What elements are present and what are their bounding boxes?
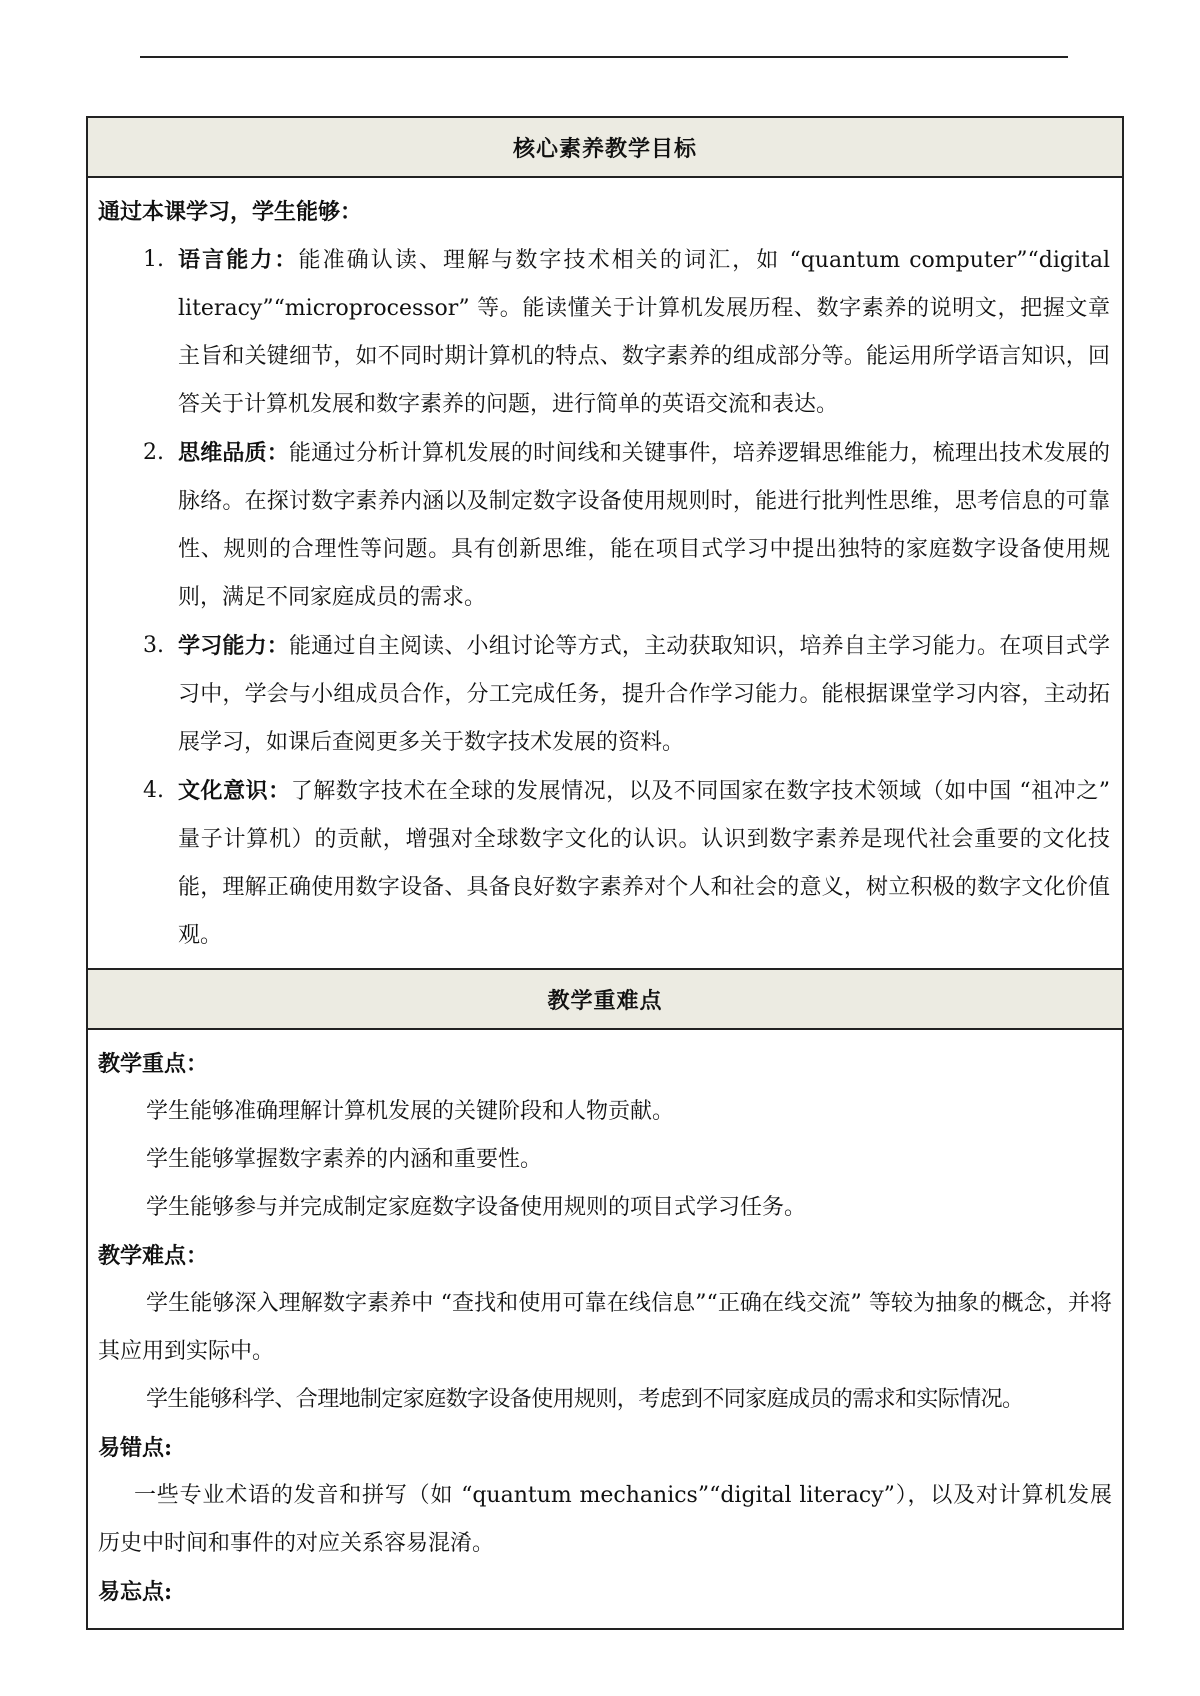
objective-list (98, 236, 1112, 960)
core-goals-intro: 通过本课学习，学生能够： (98, 199, 363, 225)
objective-label: 学习能力： (178, 633, 289, 659)
objective-item (98, 236, 1112, 429)
focus-item: 学生能够掌握数字素养的内涵和重要性。 (146, 1147, 543, 1172)
objective-label: 思维品质： (178, 440, 289, 466)
focus-item: 学生能够参与并完成制定家庭数字设备使用规则的项目式学习任务。 (146, 1195, 807, 1220)
core-goals-body (88, 178, 1122, 970)
focus-title: 教学重点： (98, 1051, 209, 1077)
difficulty-title: 教学难点： (98, 1243, 209, 1269)
objective-description: 能准确认读、理解与数字技术相关的词汇，如 “quantum computer”“digital literacy”“microprocessor” 等。能读懂关于计算机发展历程、数字素养的说明文，把握文章主旨和关键细节，如不同时期计算机的特点、数字素养的组成部分等。能运用所学语言知识，回答关于计算机发展和数字素养的问题，进行简单的英语交流和表达。 (178, 248, 1110, 417)
difficulty-item: 学生能够科学、合理地制定家庭数字设备使用规则，考虑到不同家庭成员的需求和实际情况。 (146, 1387, 1024, 1412)
error-prone-title: 易错点: (98, 1435, 173, 1461)
objective-label: 文化意识： (178, 778, 291, 804)
objective-item (98, 429, 1112, 622)
objective-number: 2. (143, 440, 164, 465)
objective-label: 语言能力： (178, 247, 299, 273)
objective-text (178, 429, 1112, 622)
objective-description: 能通过分析计算机发展的时间线和关键事件，培养逻辑思维能力，梳理出技术发展的脉络。在探讨数字素养内涵以及制定数字设备使用规则时，能进行批判性思维，思考信息的可靠性、规则的合理性等问题。具有创新思维，能在项目式学习中提出独特的家庭数字设备使用规则，满足不同家庭成员的需求。 (178, 441, 1110, 610)
objective-number: 1. (143, 247, 164, 272)
lesson-plan-table (86, 116, 1124, 1630)
objective-description: 能通过自主阅读、小组讨论等方式，主动获取知识，培养自主学习能力。在项目式学习中，学会与小组成员合作，分工完成任务，提升合作学习能力。能根据课堂学习内容，主动拓展学习，如课后查阅更多关于数字技术发展的资料。 (178, 634, 1110, 755)
objective-item (98, 767, 1112, 960)
objective-item (98, 622, 1112, 767)
key-points-body (88, 1030, 1122, 1628)
core-goals-header: 核心素养教学目标 (88, 118, 1122, 178)
header-rule (140, 56, 1068, 58)
objective-text (178, 236, 1112, 429)
easy-forget-title: 易忘点: (98, 1579, 173, 1605)
objective-number: 4. (143, 778, 164, 803)
focus-item: 学生能够准确理解计算机发展的关键阶段和人物贡献。 (146, 1099, 675, 1124)
objective-text (178, 622, 1112, 767)
objective-number: 3. (143, 633, 164, 658)
difficulty-item: 学生能够深入理解数字素养中 “查找和使用可靠在线信息”“正确在线交流” 等较为抽象的概念，并将其应用到实际中。 (98, 1291, 1112, 1364)
objective-text (178, 767, 1112, 960)
error-prone-text: 一些专业术语的发音和拼写（如 “quantum mechanics”“digital literacy”），以及对计算机发展历史中时间和事件的对应关系容易混淆。 (98, 1483, 1112, 1556)
key-points-header: 教学重难点 (88, 970, 1122, 1030)
objective-description: 了解数字技术在全球的发展情况，以及不同国家在数字技术领域（如中国 “祖冲之” 量子计算机）的贡献，增强对全球数字文化的认识。认识到数字素养是现代社会重要的文化技能，理解正确使用数字设备、具备良好数字素养对个人和社会的意义，树立积极的数字文化价值观。 (178, 779, 1110, 948)
